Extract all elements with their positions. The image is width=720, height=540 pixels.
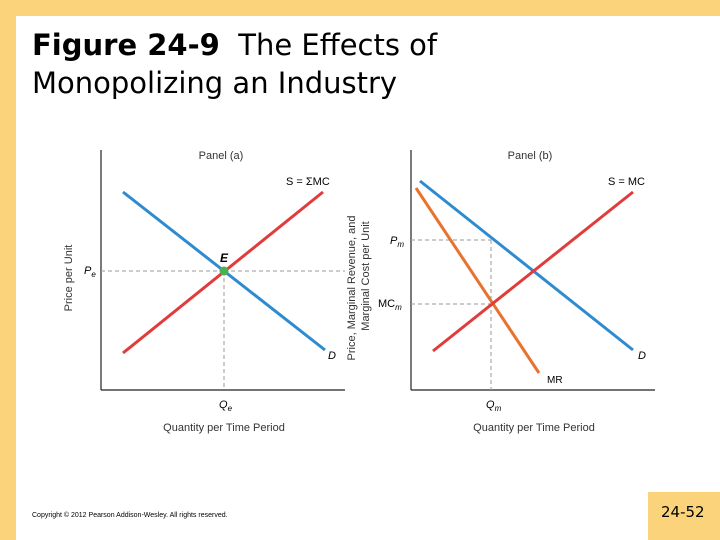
panel-b-title: Panel (b) bbox=[507, 150, 553, 162]
panel-b-x-axis-label: Quantity per Time Period bbox=[473, 422, 595, 434]
copyright-notice: Copyright © 2012 Pearson Addison-Wesley. All rights reserved. bbox=[32, 512, 228, 519]
panel-b-mr-label: MR bbox=[547, 375, 563, 386]
panel-b-mcm-label: $MC_m$ bbox=[378, 298, 402, 312]
panel-b-y-axis-label-line2: Marginal Cost per Unit bbox=[360, 221, 372, 331]
panel-a-quantity-label: $Q_e$ bbox=[219, 399, 233, 413]
panel-a-title: Panel (a) bbox=[198, 150, 244, 162]
title-text-part1: The Effects of bbox=[219, 28, 438, 62]
panel-a bbox=[63, 150, 345, 434]
panel-b-quantity-label: $Q_m$ bbox=[486, 399, 502, 413]
panel-b bbox=[346, 150, 655, 434]
figure-number: Figure 24-9 bbox=[32, 28, 220, 62]
page-number: 24-52 bbox=[661, 503, 705, 521]
panel-a-supply-label: S = ΣMC bbox=[286, 176, 330, 188]
panel-a-y-axis-label: Price per Unit bbox=[63, 244, 75, 312]
panel-b-pm-label: $P_m$ bbox=[390, 235, 405, 249]
panel-a-price-label: $P_e$ bbox=[84, 265, 96, 279]
panel-a-x-axis-label: Quantity per Time Period bbox=[163, 422, 285, 434]
panel-b-demand-curve bbox=[420, 181, 633, 350]
panel-a-equilibrium-point bbox=[220, 267, 229, 276]
panel-a-demand-label: D bbox=[328, 350, 336, 362]
panel-b-demand-label: D bbox=[638, 350, 646, 362]
panel-b-supply-label: S = MC bbox=[608, 176, 645, 188]
panel-b-y-axis-label-line1: Price, Marginal Revenue, and bbox=[346, 215, 358, 361]
panel-a-equilibrium-label: E bbox=[219, 251, 229, 265]
title-text-part2: Monopolizing an Industry bbox=[32, 66, 398, 100]
